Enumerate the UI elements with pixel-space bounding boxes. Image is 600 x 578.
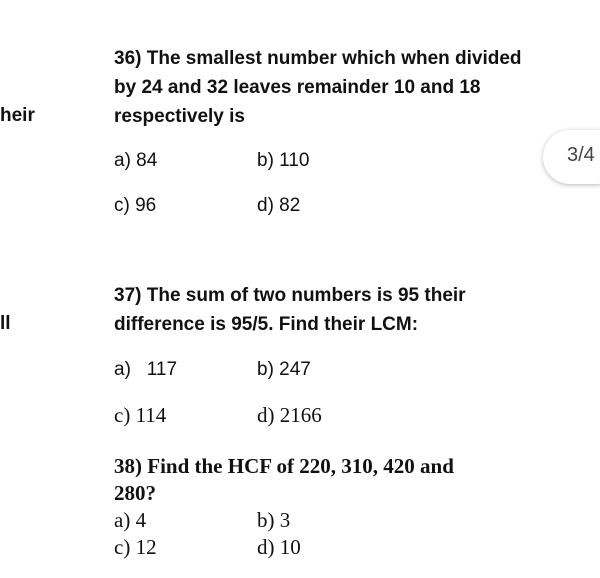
page-indicator-label: 3/4 [567,144,595,166]
question-37-line-1: 37) The sum of two numbers is 95 their [114,285,466,306]
question-38-line-1: 38) Find the HCF of 220, 310, 420 and [114,454,454,478]
question-36-option-a: a) 84 [114,150,158,171]
question-37-option-d: d) 2166 [257,403,322,427]
question-37-line-2: difference is 95/5. Find their LCM: [114,314,419,335]
question-36-line-2: by 24 and 32 leaves remainder 10 and 18 [114,77,481,98]
page-indicator[interactable] [543,130,600,184]
question-38-option-a: a) 4 [114,508,147,532]
question-36-option-d: d) 82 [257,195,301,216]
question-36-option-c: c) 96 [114,195,157,216]
question-38-option-d: d) 10 [257,535,301,559]
question-36-line-3: respectively is [114,106,245,127]
question-38-line-2: 280? [114,481,156,505]
question-36-option-b: b) 110 [257,150,310,171]
question-37-option-c: c) 114 [114,403,167,427]
cropped-text-fragment: ll [0,313,11,334]
question-38-option-c: c) 12 [114,535,157,559]
question-37-option-b: b) 247 [257,359,311,380]
question-36-line-1: 36) The smallest number which when divided [114,48,522,69]
question-37-option-a: a) 117 [114,359,178,380]
cropped-text-fragment: heir [0,105,35,126]
question-38-option-b: b) 3 [257,508,291,532]
